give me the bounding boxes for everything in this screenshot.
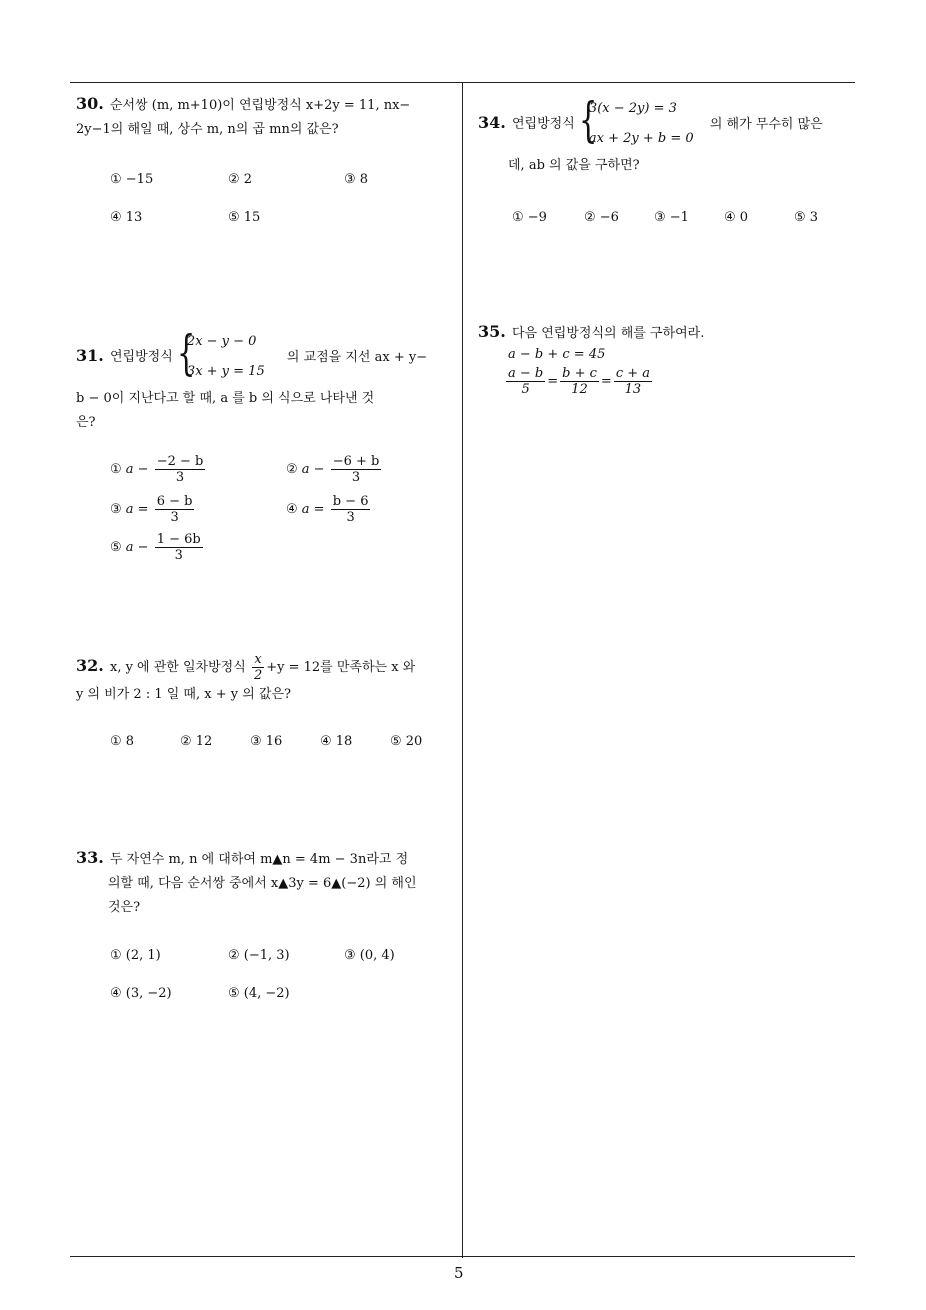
brace-icon: {	[578, 92, 598, 148]
fraction: $\frac{1 - 6b}{3}$	[156, 532, 201, 563]
equation: 2x − y − 0	[186, 334, 257, 349]
question-text: x, y 에 관한 일차방정식	[109, 660, 246, 675]
question-text: 의 교점을 지선 ax + y−	[286, 349, 428, 365]
choice-5[interactable]: ⑤ a − $\frac{1 - 6b}{3}$	[110, 532, 201, 563]
choice-5[interactable]: ⑤ 20	[390, 734, 423, 749]
question-text: 순서쌍 (m, m+10)이 연립방정식 x+2y = 11, nx−	[109, 98, 411, 113]
choice-4[interactable]: ④ (3, −2)	[110, 986, 172, 1001]
question-number: 35.	[478, 322, 506, 341]
choice-4[interactable]: ④ 18	[320, 734, 353, 749]
choice-2[interactable]: ② −6	[584, 210, 619, 225]
question-number: 31.	[76, 345, 104, 365]
choice-2[interactable]: ② 12	[180, 734, 213, 749]
choice-1[interactable]: ① a − $\frac{-2 - b}{3}$	[110, 454, 204, 485]
question-33	[76, 846, 461, 920]
question-number: 30.	[76, 94, 104, 113]
choice-4[interactable]: ④ 13	[110, 210, 143, 225]
choice-4[interactable]: ④ 0	[724, 210, 749, 225]
question-text: 은?	[76, 415, 96, 430]
choice-4[interactable]: ④ a = $\frac{b - 6}{3}$	[286, 494, 369, 525]
choice-1[interactable]: ① −9	[512, 210, 547, 225]
question-number: 32.	[76, 656, 104, 675]
equation: 3x + y = 15	[186, 364, 265, 379]
equation: a − b + c = 45	[508, 347, 606, 362]
page-number: 5	[454, 1264, 464, 1282]
fraction: $\frac{a - b}{5}$	[508, 366, 544, 397]
choice-3[interactable]: ③ −1	[654, 210, 689, 225]
question-text: 것은?	[108, 900, 141, 915]
footer-rule	[70, 1256, 855, 1257]
choice-3[interactable]: ③ 16	[250, 734, 283, 749]
question-32	[76, 652, 461, 707]
fraction: $\frac{-2 - b}{3}$	[156, 454, 204, 485]
question-number: 33.	[76, 848, 104, 867]
question-30	[76, 92, 461, 142]
question-31	[76, 327, 461, 435]
question-text: 연립방정식	[511, 116, 575, 132]
fraction: $\frac{-6 + b}{3}$	[332, 454, 380, 485]
choice-2[interactable]: ② 2	[228, 172, 253, 187]
column-divider	[462, 82, 463, 1258]
question-number: 34.	[478, 112, 506, 132]
fraction: $\frac{x}{2}$	[253, 652, 263, 683]
question-text: 의할 때, 다음 순서쌍 중에서 x▲3y = 6▲(−2) 의 해인	[108, 876, 417, 891]
question-text: 두 자연수 m, n 에 대하여 m▲n = 4m − 3n라고 정	[109, 852, 409, 867]
question-text: 의 해가 무수히 많은	[709, 116, 823, 132]
choice-5[interactable]: ⑤ (4, −2)	[228, 986, 290, 1001]
question-text: 연립방정식	[109, 349, 173, 365]
fraction: $\frac{b + c}{12}$	[562, 366, 597, 397]
choice-3[interactable]: ③ a = $\frac{6 - b}{3}$	[110, 494, 193, 525]
choice-2[interactable]: ② (−1, 3)	[228, 948, 290, 963]
question-text: y 의 비가 2 : 1 일 때, x + y 의 값은?	[76, 687, 291, 702]
choice-5[interactable]: ⑤ 3	[794, 210, 819, 225]
choice-3[interactable]: ③ (0, 4)	[344, 948, 395, 963]
equation: ax + 2y + b = 0	[588, 131, 694, 146]
brace-icon: {	[176, 325, 196, 381]
equation-system	[177, 327, 265, 387]
equation: 3(x − 2y) = 3	[588, 101, 677, 116]
question-text: b − 0이 지난다고 할 때, a 를 b 의 식으로 나타낸 것	[76, 391, 375, 406]
question-text: 다음 연립방정식의 해를 구하여라.	[511, 326, 705, 341]
question-35	[478, 320, 863, 346]
question-text: +y = 12를 만족하는 x 와	[266, 660, 416, 675]
fraction: $\frac{6 - b}{3}$	[156, 494, 193, 525]
fraction: $\frac{c + a}{13}$	[615, 366, 651, 397]
question-34	[478, 94, 863, 178]
choice-2[interactable]: ② a − $\frac{-6 + b}{3}$	[286, 454, 380, 485]
choice-1[interactable]: ① 8	[110, 734, 135, 749]
choice-1[interactable]: ① −15	[110, 172, 154, 187]
fraction: $\frac{b - 6}{3}$	[332, 494, 369, 525]
question-text: 2y−1의 해일 때, 상수 m, n의 곱 mn의 값은?	[76, 122, 339, 137]
choice-1[interactable]: ① (2, 1)	[110, 948, 161, 963]
equation: $\frac{a - b}{5}$ = $\frac{b + c}{12}$ = $\frac{c + a}{13}$	[508, 366, 651, 397]
choice-5[interactable]: ⑤ 15	[228, 210, 261, 225]
choice-3[interactable]: ③ 8	[344, 172, 369, 187]
question-text: 데, ab 의 값을 구하면?	[508, 158, 640, 173]
equation-system	[579, 94, 694, 154]
